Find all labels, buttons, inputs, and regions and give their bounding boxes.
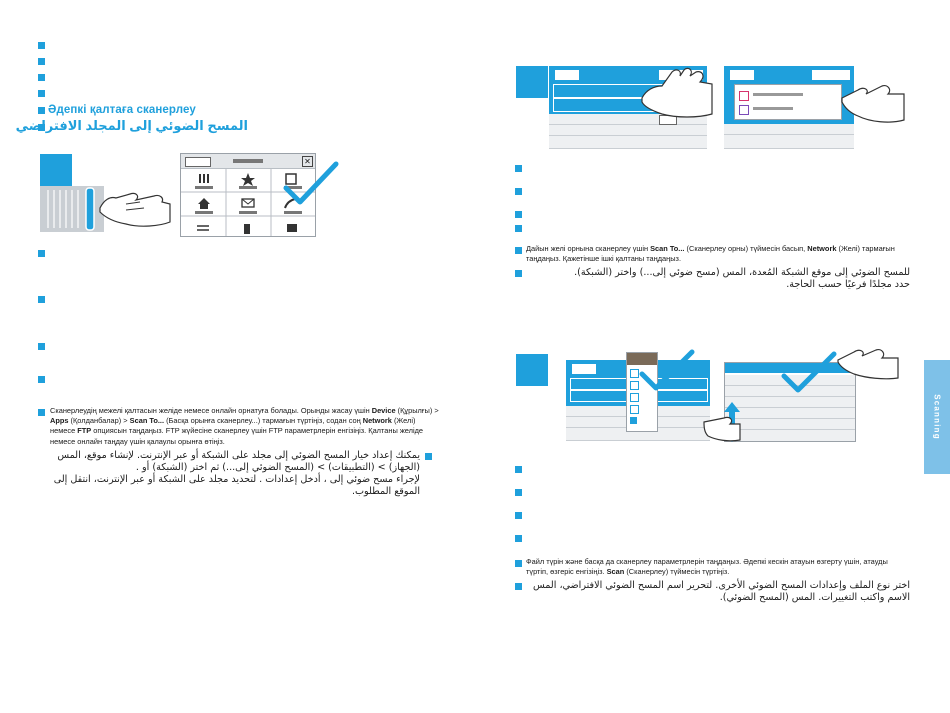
star-icon xyxy=(241,173,255,186)
lang-bullet-2 xyxy=(38,58,45,65)
side-tab-label: Scanning xyxy=(932,394,942,440)
step-bullet-3 xyxy=(38,343,45,350)
right-note-1-kazakh-part: (Сканерлеу орны) түймесін басып, xyxy=(684,244,808,253)
left-note-kazakh-part: Network xyxy=(362,416,392,426)
right-note-2-arabic-line: اختر نوع الملف وإعدادات المسح الضوئي الأخرى. لتحرير اسم المسح الضوئي الافتراضي، المس xyxy=(533,580,910,591)
right-note-2-arabic xyxy=(526,580,910,604)
left-note-arabic-line: لإجراء مسح ضوئي إلى ، أدخل إعدادات . لتحديد مجلد على الشبكة أو عبر الإنترنت، انتقل إلى xyxy=(53,474,420,485)
scanner-illustration xyxy=(40,186,104,232)
left-note-arabic-line: يمكنك إعداد خيار المسح الضوئي إلى مجلد على الشبكة أو عبر الإنترنت. لإنشاء موقع، المس xyxy=(57,450,420,461)
right-note-2-kazakh-part: Scan xyxy=(606,567,625,577)
step-bullet-2 xyxy=(38,296,45,303)
right-note-1-arabic-line: حدد مجلدًا فرعيًا حسب الحاجة. xyxy=(786,279,910,290)
scan-to-screen-b xyxy=(724,66,854,148)
left-note-kazakh xyxy=(50,406,442,447)
note-bullet-kz-r1 xyxy=(515,247,522,254)
heading-kazakh: Әдепкі қалтаға сканерлеу xyxy=(48,104,196,116)
adjust-icon xyxy=(199,174,209,183)
lang-bullet-3 xyxy=(38,74,45,81)
lang-bullet-4 xyxy=(38,90,45,97)
home-icon xyxy=(198,198,210,209)
left-note-kazakh-part: (Басқа орынға сканерлеу...) тармағын түртіңіз, содан соң xyxy=(164,416,363,426)
right-note-1-arabic xyxy=(526,267,910,291)
lang-bullet-kz xyxy=(38,107,45,114)
step-bullet-r1 xyxy=(515,165,522,172)
right-note-2-kazakh-part: Файл түрін және басқа да сканерлеу параметрлерін таңдаңыз. Әдепкі кескін атауын өзгерту үшін, атауды түртіп, өзгеріс енгізіңіз. xyxy=(526,557,888,577)
hand-pointer-icon xyxy=(636,62,716,122)
scanner-icon xyxy=(40,186,104,232)
hand-pointer-icon xyxy=(838,78,908,128)
right-note-2-kazakh xyxy=(526,557,906,577)
left-note-kazakh-part: опциясын таңдаңыз. FTP жүйесіне сканерлеу үшін FTP параметрлерін енгізіңіз. Қалтаны желіде немесе онлайн таңдау үшін қалаулы орынға өтіңіз. xyxy=(50,426,424,446)
left-note-arabic xyxy=(40,450,420,498)
left-note-arabic-line: (الجهاز) > (التطبيقات) > (المسح الضوئي إلى...) ثم اختر (الشبكة) أو . xyxy=(135,462,420,473)
step-3-box xyxy=(516,354,548,386)
step-bullet-r4 xyxy=(515,225,522,232)
step-bullet-r5 xyxy=(515,466,522,473)
hand-pointer-icon xyxy=(702,408,742,444)
heading-arabic: المسح الضوئي إلى المجلد الافتراضي xyxy=(15,118,248,133)
checkmark-icon xyxy=(780,350,840,400)
step-bullet-r8 xyxy=(515,535,522,542)
step-bullet-1 xyxy=(38,250,45,257)
right-note-1-kazakh-part: Scan To... xyxy=(650,244,685,253)
step-bullet-r3 xyxy=(515,211,522,218)
left-note-kazakh-part: (Құрылғы) > xyxy=(395,406,439,415)
hand-pointer-icon xyxy=(836,344,900,380)
lang-bullet-1 xyxy=(38,42,45,49)
right-note-1-kazakh-part: Network xyxy=(807,244,837,253)
step-bullet-r6 xyxy=(515,489,522,496)
hand-pointer-icon xyxy=(96,182,176,232)
right-note-1-kazakh-part: Дайын желі орнына сканерлеу үшін xyxy=(526,244,651,253)
note-bullet-kz-r2 xyxy=(515,560,522,567)
note-bullet-kz-left xyxy=(38,409,45,416)
left-note-kazakh-part: Device xyxy=(371,406,396,415)
left-note-kazakh-part: (Қолданбалар) > xyxy=(68,416,130,426)
step-bullet-r7 xyxy=(515,512,522,519)
left-note-kazakh-part: Scan To... xyxy=(129,416,165,426)
left-note-kazakh-part: FTP xyxy=(77,426,92,436)
right-note-1-kazakh-part: (Желі) тармағын таңдаңыз. Қажетінше ішкі қалтаны таңдаңыз. xyxy=(526,244,895,264)
right-note-2-kazakh-part: (Сканерлеу) түймесін түртіңіз. xyxy=(624,567,730,577)
step-bullet-4 xyxy=(38,376,45,383)
right-note-1-kazakh xyxy=(526,244,911,264)
step-2-box xyxy=(516,66,548,98)
note-bullet-ar-r1 xyxy=(515,270,522,277)
left-note-arabic-line: الموقع المطلوب. xyxy=(351,486,420,497)
checkmark-icon xyxy=(638,348,698,398)
right-note-1-arabic-line: للمسح الضوئي إلى موقع الشبكة المُعدة، المس (مسح ضوئي إلى...) واختر (الشبكة). xyxy=(574,267,910,278)
step-1-box xyxy=(40,154,72,186)
note-bullet-ar-r2 xyxy=(515,583,522,590)
step-bullet-r2 xyxy=(515,188,522,195)
note-bullet-ar-left xyxy=(425,453,432,460)
right-note-2-arabic-line: الاسم واكتب التغييرات. المس (المسح الضوئي). xyxy=(719,592,910,603)
scanning-side-tab xyxy=(924,360,950,474)
checkmark-icon xyxy=(282,160,342,210)
close-icon: ✕ xyxy=(302,156,313,167)
left-note-kazakh-part: Apps xyxy=(50,416,69,426)
left-note-kazakh-part: Сканерлеудің межелі қалтасын желіде немесе онлайн орнатуға болады. Орынды жасау үшін xyxy=(50,406,372,415)
left-note-kazakh-part: (Желі) немесе xyxy=(50,416,416,436)
